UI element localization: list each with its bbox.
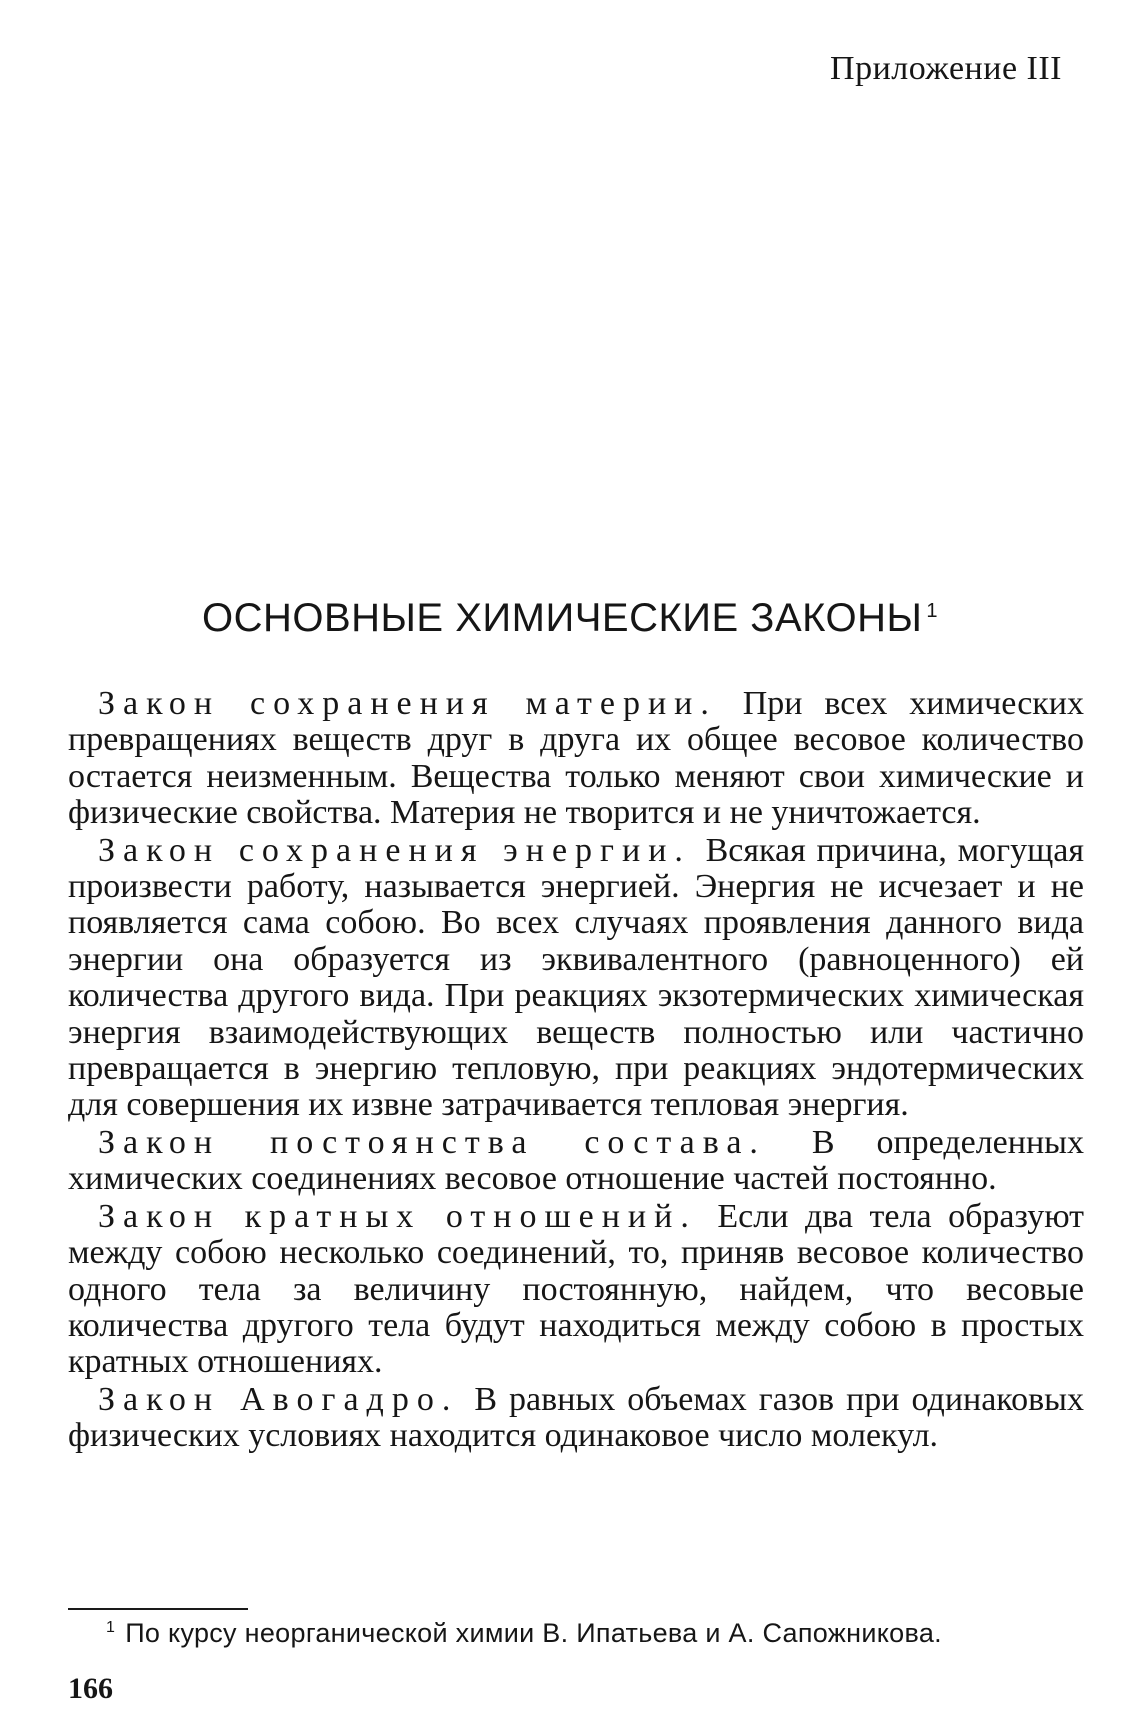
law-text: Всякая причина, могущая произвести работу, называется энергией. Энергия не исчезает и не появляется сама собою. Во всех случаях проявления данного вида энергии она образуется из эквивалентного (равноценного) ей количества другого вида. При реакциях экзотермических химическая энергия взаимодействующих веществ полностью или частично превращается в энергию тепловую, при реакциях эндотермических для совершения их извне затрачивается тепловая энергия. <box>68 831 1085 1124</box>
footnote <box>106 1618 942 1649</box>
law-text: Если два тела образуют между собою несколько соединений, то, приняв весовое количество одного тела за величину постоянную, найдем, что весовые количества другого тела будут находиться между собою в простых кратных отношениях. <box>68 1197 1085 1381</box>
law-name: Закон сохранения энергии. <box>98 831 691 869</box>
footnote-text: По курсу неорганической химии В. Ипатьева и А. Сапожникова. <box>125 1618 942 1648</box>
footnote-divider <box>68 1608 248 1610</box>
law-text: В равных объемах газов при одинаковых физических условиях находится одинаковое число молекул. <box>68 1380 1084 1455</box>
law-paragraph-multiple-proportions <box>68 1199 1084 1381</box>
law-name: Закон Авогадро. <box>98 1380 459 1418</box>
law-paragraph-constant-composition <box>68 1125 1084 1198</box>
law-name: Закон сохранения материи. <box>98 685 717 722</box>
law-name: Закон кратных отношений. <box>98 1197 697 1235</box>
laws-body <box>68 686 1084 1456</box>
law-paragraph-conservation-of-energy <box>68 833 1084 1124</box>
title-footnote-mark: 1 <box>926 599 939 622</box>
page-title-text: ОСНОВНЫЕ ХИМИЧЕСКИЕ ЗАКОНЫ <box>201 596 923 640</box>
footnote-mark: 1 <box>106 1619 116 1636</box>
page-number: 166 <box>68 1672 113 1705</box>
law-text: В определенных химических соединениях весовое отношение частей постоянно. <box>68 1123 1085 1198</box>
running-head: Приложение III <box>830 50 1062 87</box>
law-paragraph-conservation-of-matter <box>68 686 1084 832</box>
law-name: Закон постоянства состава. <box>98 1123 766 1161</box>
law-text: При всех химических превращениях веществ друг в друга их общее весовое количество остается неизменным. Вещества только меняют свои химические и физические свойства. Материя не творится и не уничтожается. <box>68 685 1085 832</box>
law-paragraph-avogadro <box>68 1382 1084 1455</box>
page-title <box>0 596 1140 641</box>
